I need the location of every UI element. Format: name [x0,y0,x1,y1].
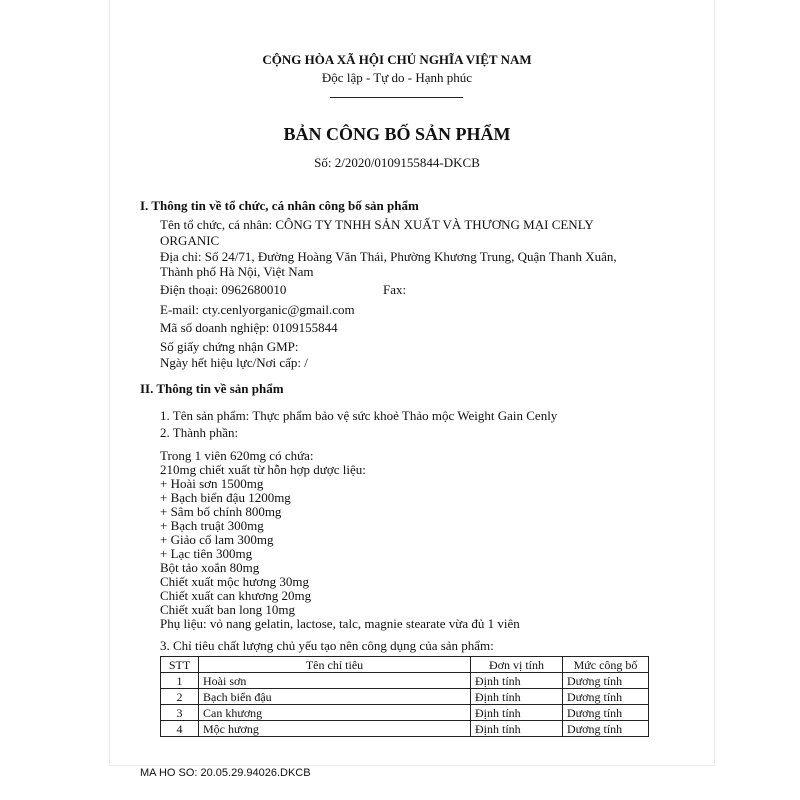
composition-line: + Bạch biển đậu 1200mg [160,490,291,505]
phone: Điện thoại: 0962680010 [160,282,287,297]
section2-heading: II. Thông tin về sản phẩm [140,381,284,396]
expiry: Ngày hết hiệu lực/Nơi cấp: / [160,355,308,370]
quality-table [160,656,649,737]
address-line2: Thành phố Hà Nội, Việt Nam [160,264,314,279]
header-divider [330,97,463,98]
table-cell: Dương tính [563,705,649,721]
composition-line: Trong 1 viên 620mg có chứa: [160,448,314,463]
composition-line: Chiết xuất ban long 10mg [160,602,296,617]
table-cell: Định tính [471,705,563,721]
gmp-certificate: Số giấy chứng nhận GMP: [160,339,299,354]
composition-line: Phụ liệu: vỏ nang gelatin, lactose, talc, magnie stearate vừa đủ 1 viên [160,616,520,631]
composition-line: + Giảo cổ lam 300mg [160,532,274,547]
quality-heading: 3. Chỉ tiêu chất lượng chủ yếu tạo nên công dụng của sản phẩm: [160,638,494,653]
dossier-code: MA HO SO: 20.05.29.94026.DKCB [140,767,311,779]
composition-heading: 2. Thành phần: [160,425,239,440]
table-cell: Hoài sơn [199,673,471,689]
table-row [161,705,649,721]
table-cell: 3 [161,705,199,721]
table-cell: Dương tính [563,689,649,705]
table-cell: Dương tính [563,673,649,689]
composition-line: + Bạch truật 300mg [160,518,264,533]
table-header-cell: STT [161,657,199,673]
composition-line: + Sâm bố chính 800mg [160,504,282,519]
address-line1: Địa chỉ: Số 24/71, Đường Hoàng Văn Thái, Phường Khương Trung, Quận Thanh Xuân, [160,249,617,264]
table-cell: Định tính [471,673,563,689]
table-cell: Can khương [199,705,471,721]
motto: Độc lập - Tự do - Hạnh phúc [321,70,473,85]
table-row [161,673,649,689]
email: E-mail: cty.cenlyorganic@gmail.com [160,302,355,317]
composition-line: 210mg chiết xuất từ hỗn hợp dược liệu: [160,462,366,477]
table-cell: Định tính [471,721,563,737]
table-cell: Dương tính [563,721,649,737]
table-cell: 2 [161,689,199,705]
table-header-cell: Mức công bố [563,657,649,673]
org-name-line2: ORGANIC [160,233,220,248]
composition-line: + Lạc tiên 300mg [160,546,253,561]
composition-line: Chiết xuất mộc hương 30mg [160,574,309,589]
table-cell: 4 [161,721,199,737]
fax: Fax: [383,282,407,297]
table-cell: 1 [161,673,199,689]
org-name-line1: Tên tổ chức, cá nhân: CÔNG TY TNHH SẢN XUẤT VÀ THƯƠNG MẠI CENLY [160,217,594,232]
table-header-cell: Tên chỉ tiêu [199,657,471,673]
composition-line: + Hoài sơn 1500mg [160,476,264,491]
composition-line: Chiết xuất can khương 20mg [160,588,312,603]
table-cell: Mộc hương [199,721,471,737]
document-number: Số: 2/2020/0109155844-DKCB [314,155,480,170]
composition-line: Bột tảo xoắn 80mg [160,560,260,575]
document-title: BẢN CÔNG BỐ SẢN PHẨM [283,124,511,144]
table-row [161,689,649,705]
business-code: Mã số doanh nghiệp: 0109155844 [160,320,338,335]
table-header-cell: Đơn vị tính [471,657,563,673]
nation-heading: CỘNG HÒA XÃ HỘI CHỦ NGHĨA VIỆT NAM [262,52,532,67]
table-cell: Định tính [471,689,563,705]
table-row [161,721,649,737]
section1-heading: I. Thông tin về tổ chức, cá nhân công bố sản phẩm [140,198,419,213]
product-name: 1. Tên sản phẩm: Thực phẩm bảo vệ sức khoẻ Thảo mộc Weight Gain Cenly [160,408,558,423]
table-header-row [161,657,649,673]
table-cell: Bạch biển đậu [199,689,471,705]
